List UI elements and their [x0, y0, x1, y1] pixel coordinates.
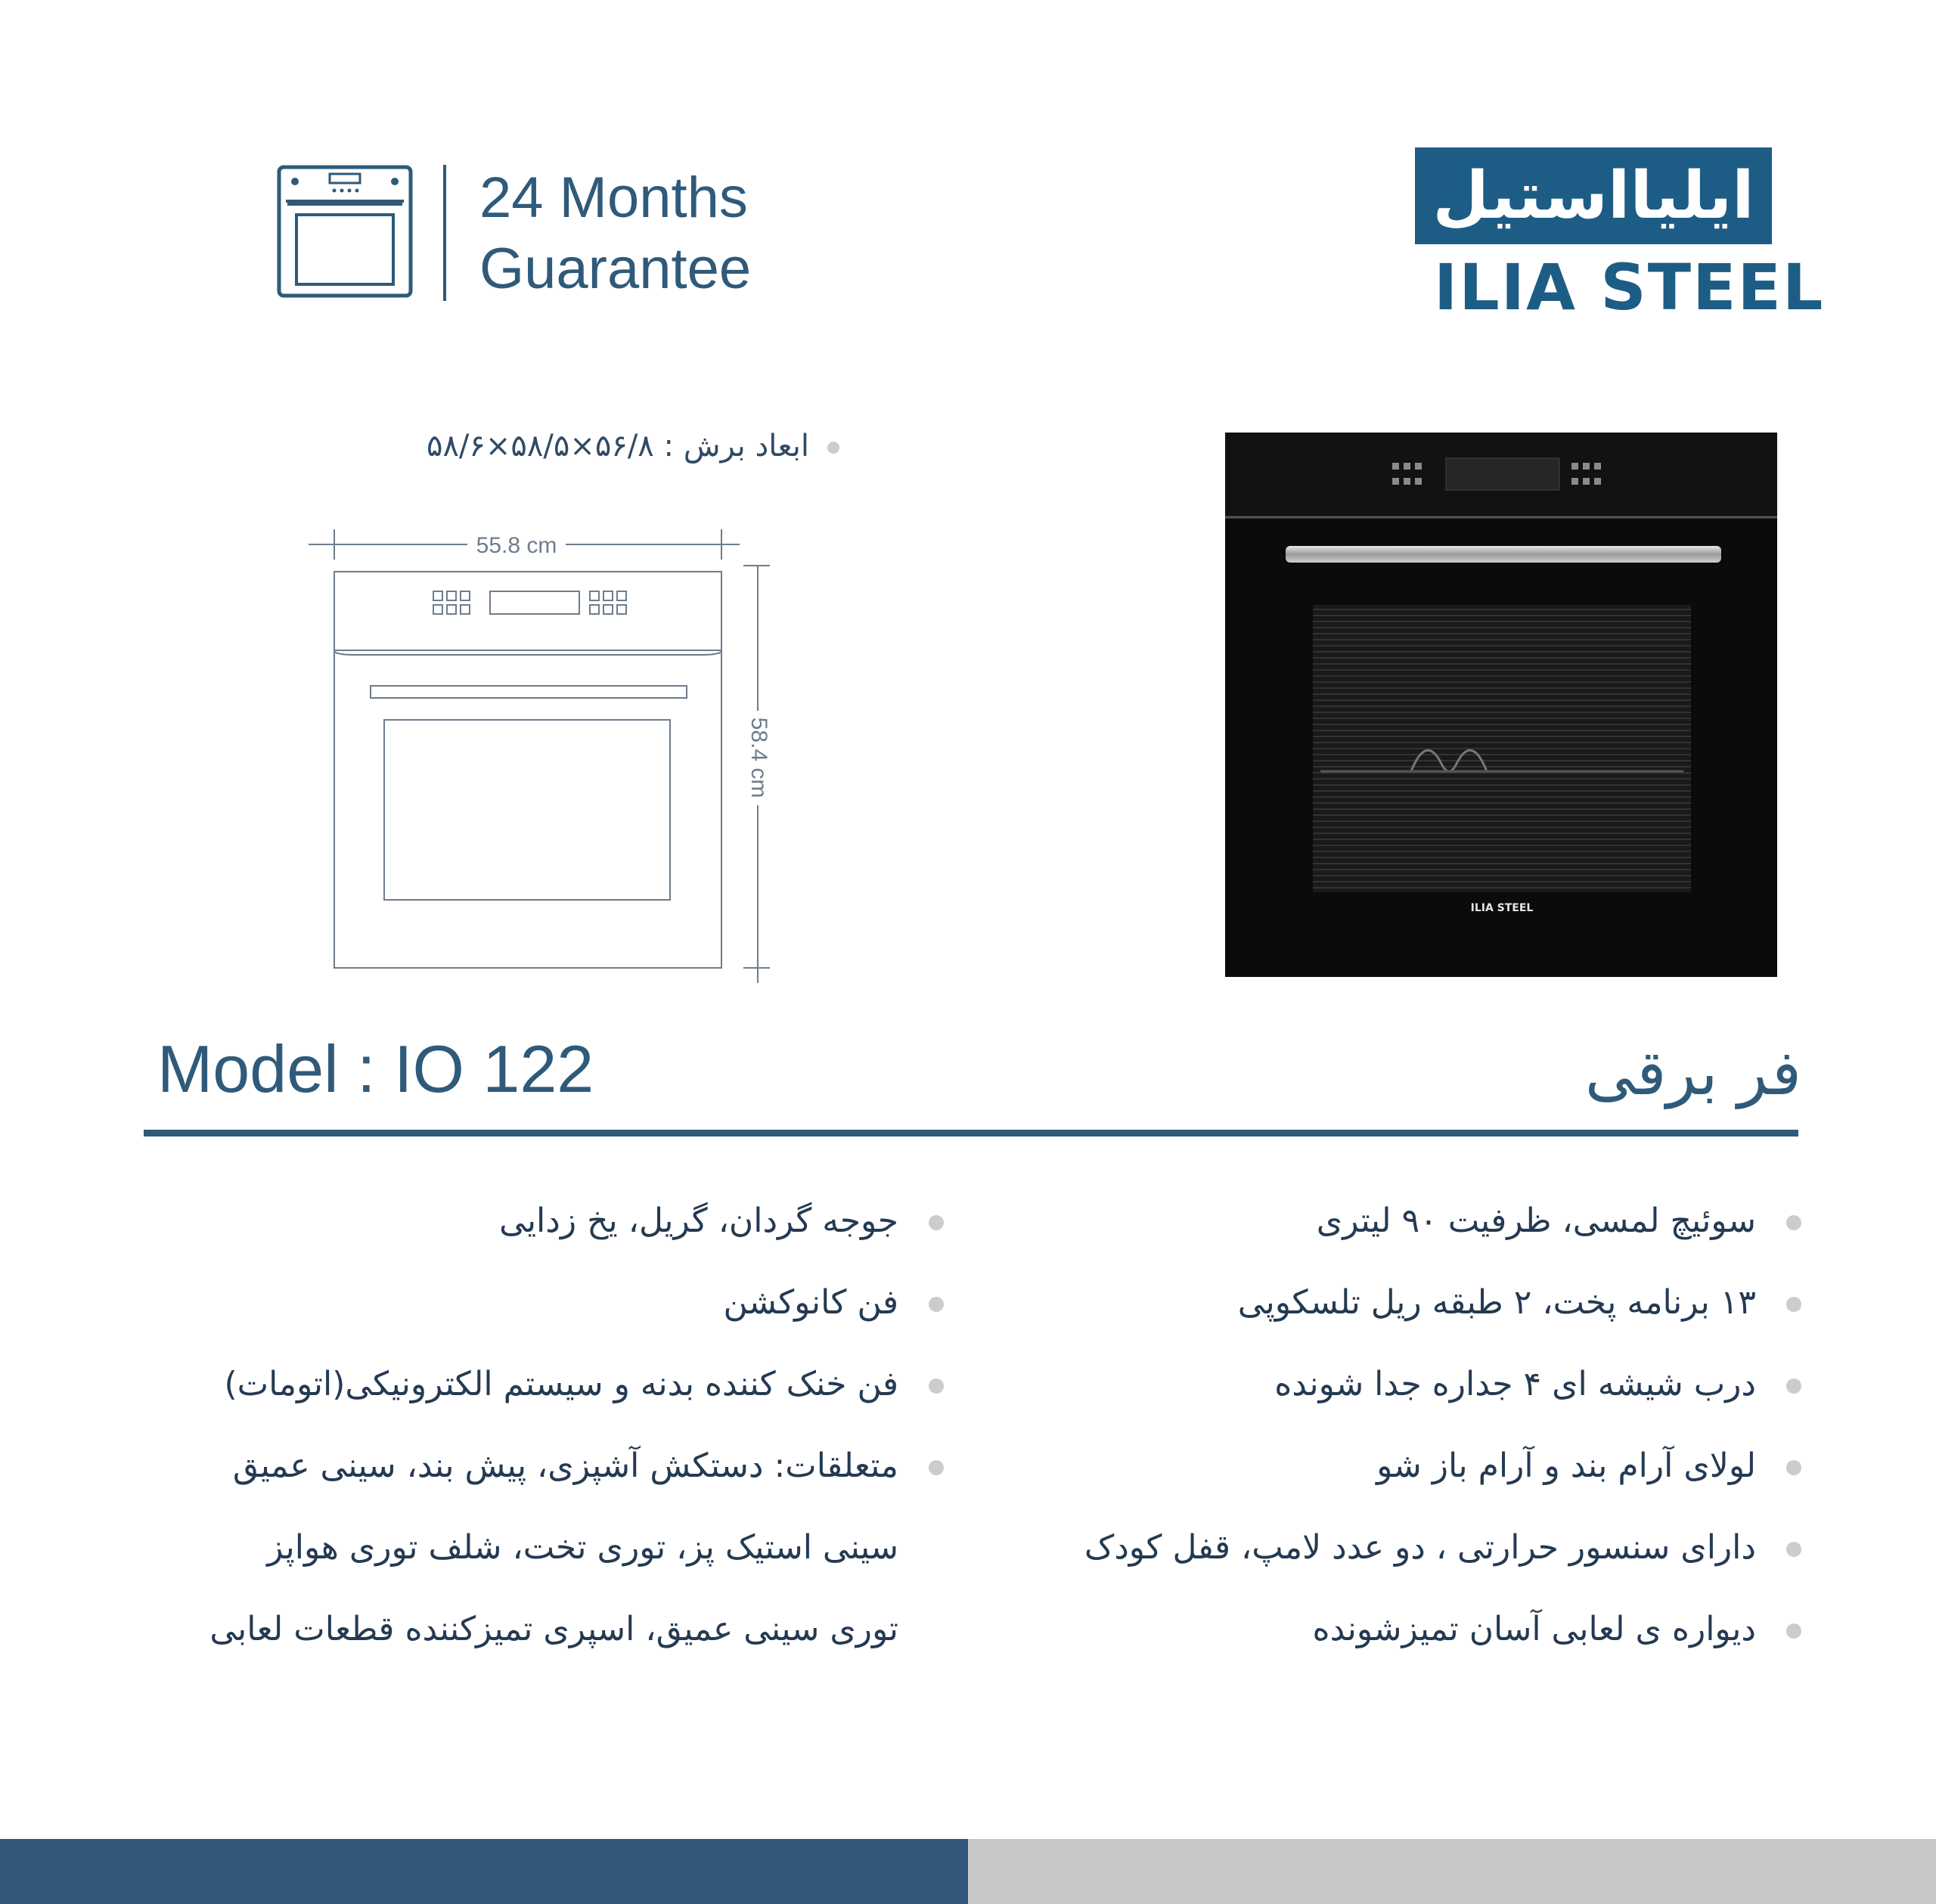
feature-item: جوجه گردان، گریل، یخ زدایی [113, 1195, 944, 1276]
cutout-label: ابعاد برش : ۵۶/۸×۵۸/۵×۵۸/۶ [426, 429, 809, 464]
features-left-list [113, 1195, 944, 1685]
bullet-icon [1786, 1378, 1801, 1394]
feature-item: متعلقات: دستکش آشپزی، پیش بند، سینی عمیق [113, 1440, 944, 1521]
bullet-icon [1786, 1215, 1801, 1230]
bullet-icon [1786, 1460, 1801, 1475]
feature-item: توری سینی عمیق، اسپری تمیزکننده قطعات لعابی [209, 1610, 898, 1648]
height-dimension-label: 58.4 cm [746, 717, 771, 799]
bullet-icon [1786, 1623, 1801, 1639]
feature-item: ۱۳ برنامه پخت، ۲ طبقه ریل تلسکوپی [1006, 1276, 1801, 1358]
feature-item: لولای آرام بند و آرام باز شو [1006, 1440, 1801, 1521]
oven-product-photo [1222, 431, 1779, 979]
feature-item: سینی استیک پز، توری تخت، شلف توری هواپز [267, 1528, 898, 1567]
bullet-icon [929, 1378, 944, 1394]
header-rule [144, 1130, 1798, 1137]
width-dimension-label: 55.8 cm [476, 533, 557, 558]
feature-item: فن کانوکشن [113, 1276, 944, 1358]
model-number: Model : IO 122 [157, 1031, 594, 1106]
feature-item: دارای سنسور حرارتی ، دو عدد لامپ، قفل کودک [1006, 1521, 1801, 1603]
bullet-icon [1786, 1542, 1801, 1557]
bullet-icon [929, 1460, 944, 1475]
brand-logo-persian: ایلیااستیل [1432, 158, 1754, 234]
guarantee-line-1: 24 Months [479, 166, 748, 230]
bullet-icon [827, 442, 839, 454]
product-title: فر برقی [1584, 1037, 1801, 1109]
feature-item: دیواره ی لعابی آسان تمیزشونده [1006, 1603, 1801, 1685]
footer-bar-gray [968, 1839, 1936, 1904]
door-logo: ILIA STEEL [1470, 902, 1534, 914]
feature-item: فن خنک کننده بدنه و سیستم الکترونیکی(اتومات) [113, 1358, 944, 1440]
oven-icon [277, 165, 413, 298]
features-right-list [1006, 1195, 1801, 1685]
feature-item: درب شیشه ای ۴ جداره جدا شونده [1006, 1358, 1801, 1440]
bullet-icon [929, 1215, 944, 1230]
bullet-icon [929, 1297, 944, 1312]
brand-logo-english: ILIA STEEL [1434, 250, 1825, 324]
feature-item: سوئیچ لمسی، ظرفیت ۹۰ لیتری [1006, 1195, 1801, 1276]
guarantee-line-2: Guarantee [479, 237, 752, 301]
cutout-dimensions [287, 423, 839, 469]
bullet-icon [1786, 1297, 1801, 1312]
oven-dimension-diagram [309, 522, 793, 991]
guarantee-divider [443, 165, 446, 301]
footer-bar-blue [0, 1839, 968, 1904]
